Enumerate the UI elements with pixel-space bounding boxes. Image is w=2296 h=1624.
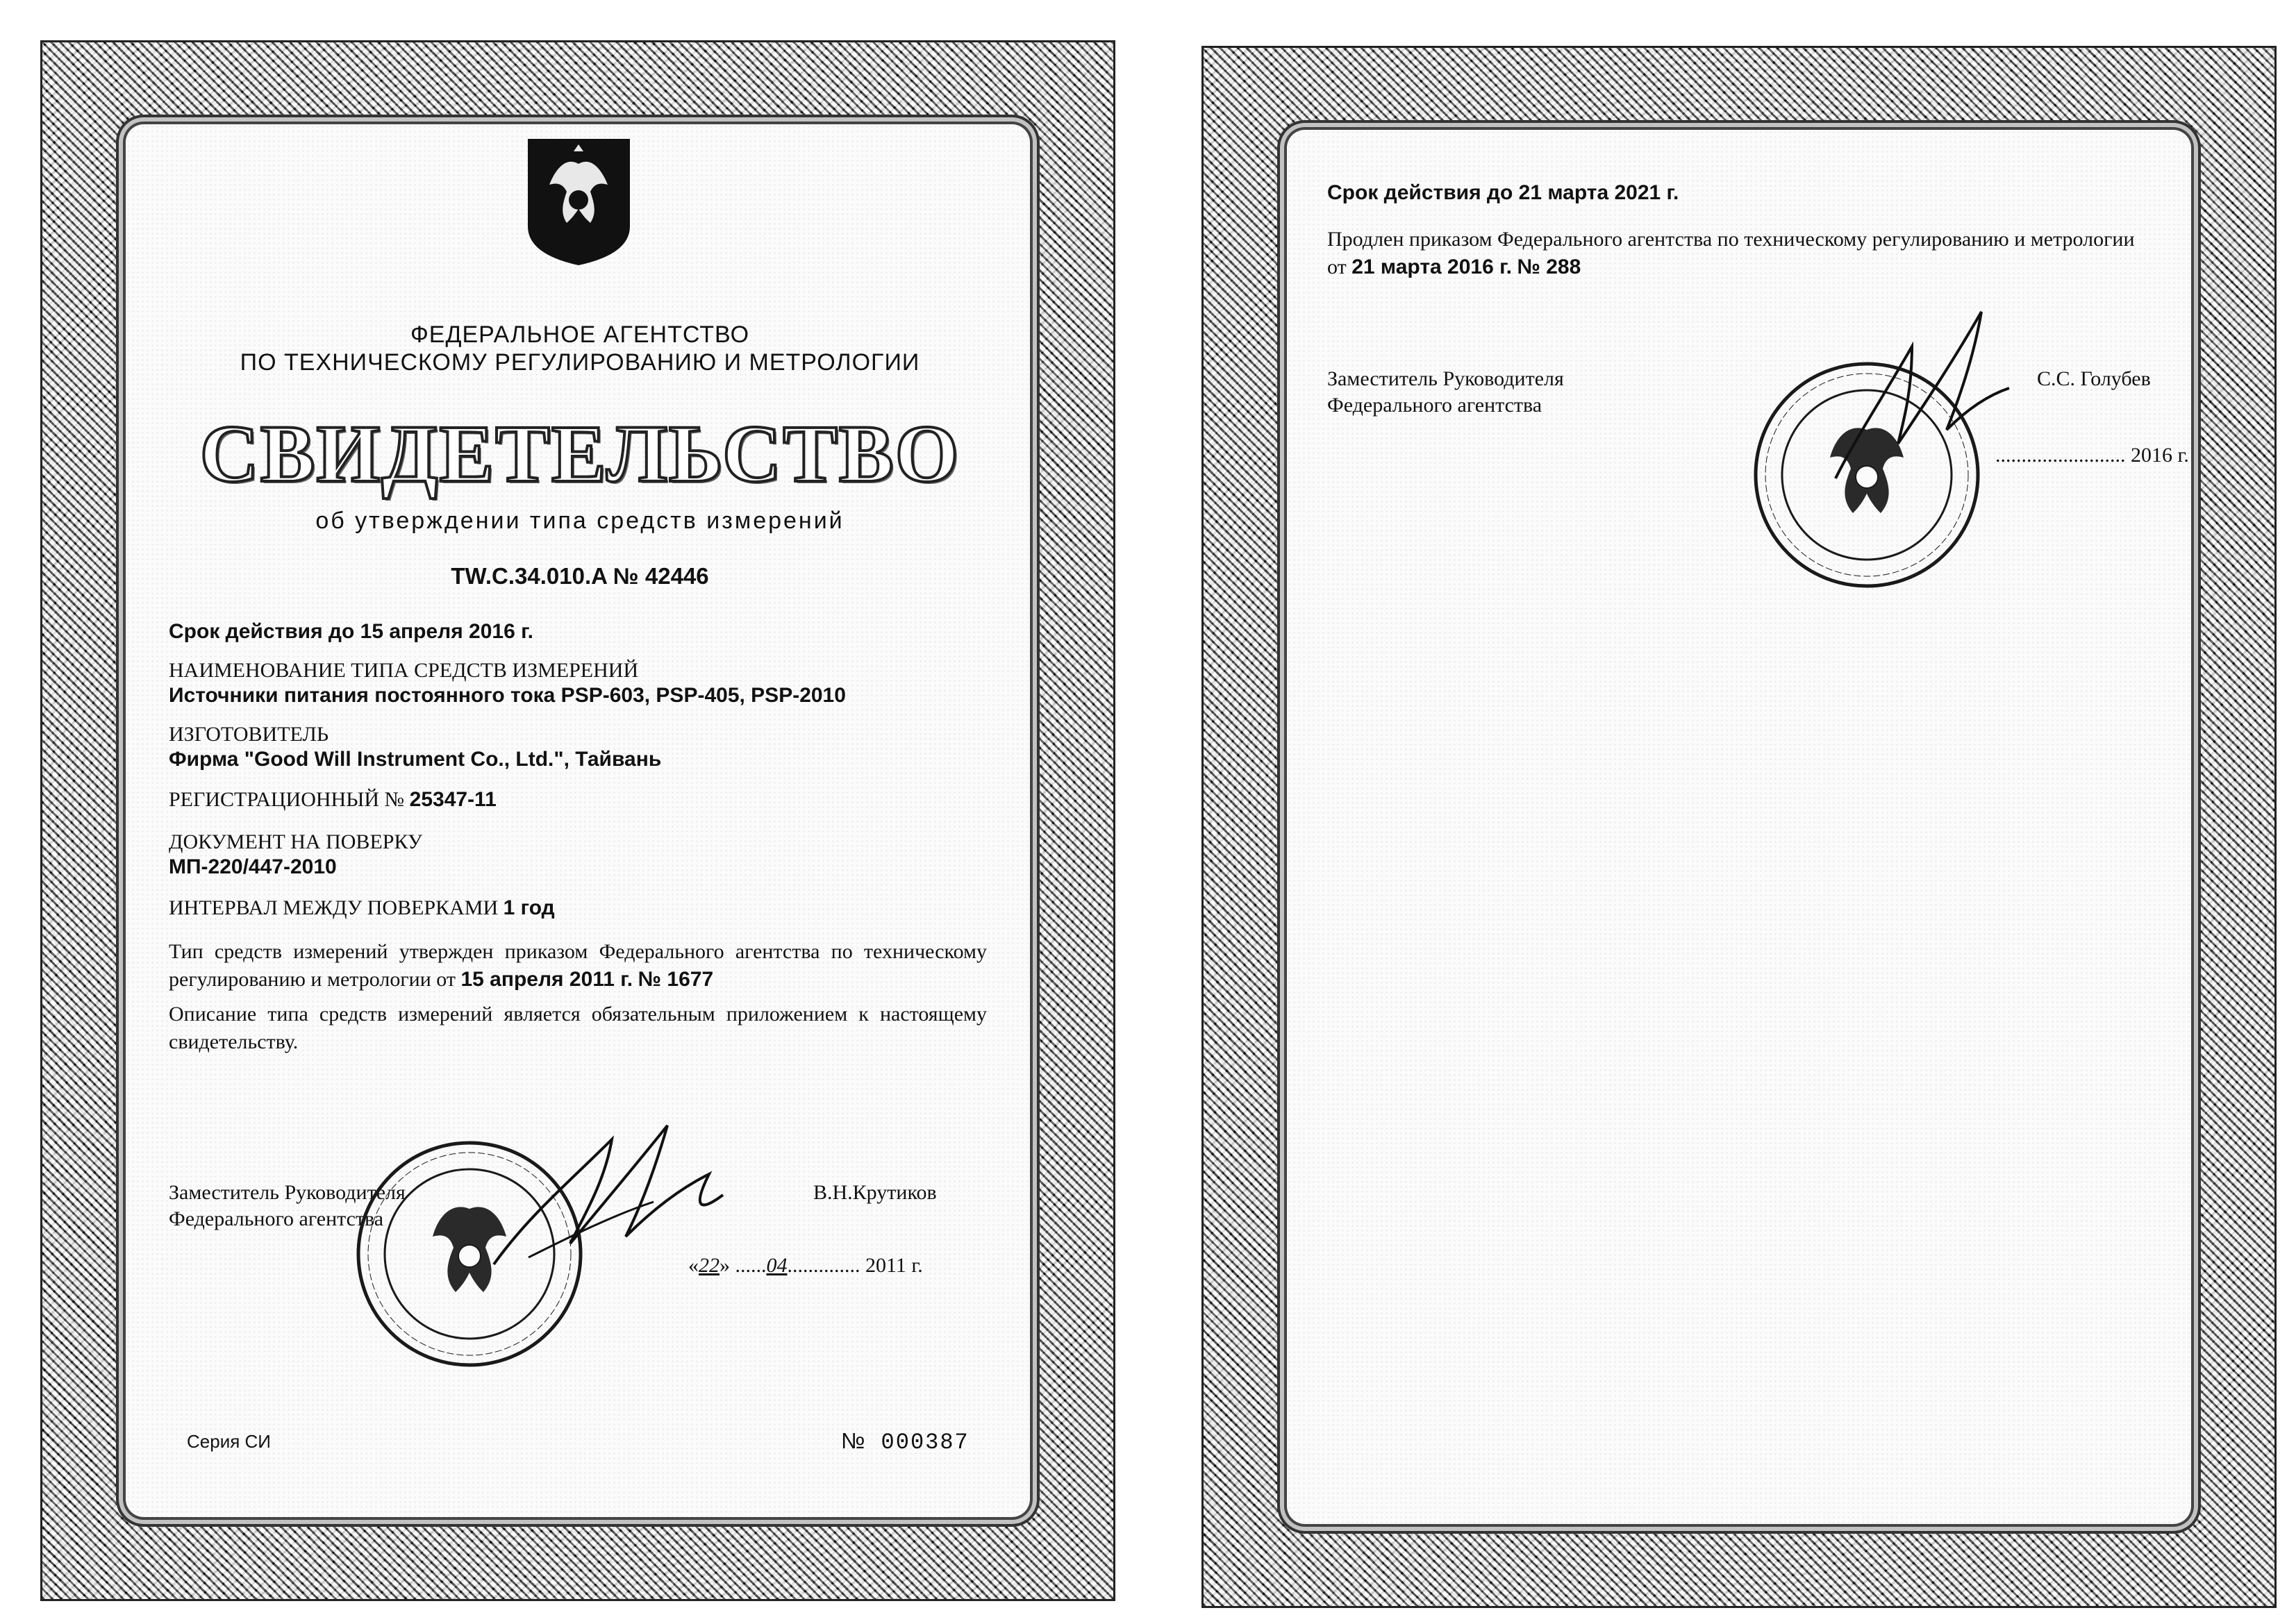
agency-name-line1: ФЕДЕРАЛЬНОЕ АГЕНТСТВО — [410, 321, 750, 348]
approval-date: 15 апреля 2011 г. — [460, 968, 633, 991]
extended-validity: Срок действия до 21 марта 2021 г. — [1327, 181, 1679, 204]
signer-name: В.Н.Крутиков — [813, 1181, 937, 1204]
date-month: 04 — [766, 1254, 788, 1277]
interval-row — [169, 896, 987, 920]
description-paragraph: Описание типа средств измерений является обязательным приложением к настоящему свидетельству. — [169, 1003, 987, 1053]
certificate-page-back — [1201, 46, 2277, 1608]
signer-name: С.С. Голубев — [2037, 367, 2151, 390]
certificate-subtitle: об утверждении типа средств измерений — [315, 508, 845, 534]
signer-title-line2: Федерального агентства — [169, 1207, 384, 1230]
approval-number: № 1677 — [638, 968, 714, 991]
verification-doc-label: ДОКУМЕНТ НА ПОВЕРКУ — [169, 830, 423, 853]
extension-paragraph — [1327, 226, 2149, 281]
validity-period: Срок действия до 15 апреля 2016 г. — [169, 620, 533, 643]
manufacturer-value: Фирма "Good Will Instrument Co., Ltd.", Тайвань — [169, 748, 662, 771]
extension-number: № 288 — [1517, 256, 1581, 278]
type-value: Источники питания постоянного тока PSP-603, PSP-405, PSP-2010 — [169, 684, 846, 707]
signer-title-line1: Заместитель Руководителя — [169, 1181, 406, 1204]
approval-paragraph — [169, 938, 987, 994]
date-year: 2016 г. — [2131, 444, 2189, 467]
registration-value: 25347-11 — [409, 788, 497, 811]
interval-value: 1 год — [503, 896, 555, 919]
approval-text: Тип средств измерений утвержден приказом Федерального агентства по техническому регулированию и метрологии от — [169, 940, 987, 991]
agency-name-line2: ПО ТЕХНИЧЕСКОМУ РЕГУЛИРОВАНИЮ И МЕТРОЛОГИИ — [240, 349, 920, 376]
serial-number — [841, 1428, 970, 1455]
signer-title-line1: Заместитель Руководителя — [1327, 367, 1564, 390]
registration-label: РЕГИСТРАЦИОННЫЙ № — [169, 788, 405, 811]
series-label: Серия СИ — [187, 1431, 271, 1452]
serial-label: № — [841, 1428, 867, 1453]
serial-value: 000387 — [881, 1430, 970, 1455]
interval-label: ИНТЕРВАЛ МЕЖДУ ПОВЕРКАМИ — [169, 896, 499, 919]
manufacturer-label: ИЗГОТОВИТЕЛЬ — [169, 723, 329, 746]
page-inner-field — [1287, 130, 2191, 1524]
verification-doc-value: МП-220/447-2010 — [169, 855, 337, 878]
handwritten-signature — [487, 1098, 779, 1278]
certificate-title: СВИДЕТЕЛЬСТВО — [199, 408, 960, 499]
date-day: 22 — [699, 1254, 719, 1277]
handwritten-signature — [1808, 284, 2030, 492]
extension-text: Продлен приказом Федерального агентства по техническому регулированию и метрологии от — [1327, 228, 2135, 278]
type-label: НАИМЕНОВАНИЕ ТИПА СРЕДСТВ ИЗМЕРЕНИЙ — [169, 659, 639, 682]
certificate-page-front — [40, 40, 1115, 1601]
signature-date: «22» ......04.............. 2011 г. — [688, 1254, 923, 1277]
date-year: 2011 г. — [865, 1254, 923, 1277]
certificate-number: TW.C.34.010.A № 42446 — [451, 563, 709, 589]
extension-date: 21 марта 2016 г. — [1351, 256, 1512, 278]
signer-title-line2: Федерального агентства — [1327, 394, 1542, 417]
signature-date: ......................... 2016 г. — [1995, 444, 2189, 467]
coat-of-arms-emblem — [525, 136, 633, 268]
registration-row — [169, 788, 987, 812]
